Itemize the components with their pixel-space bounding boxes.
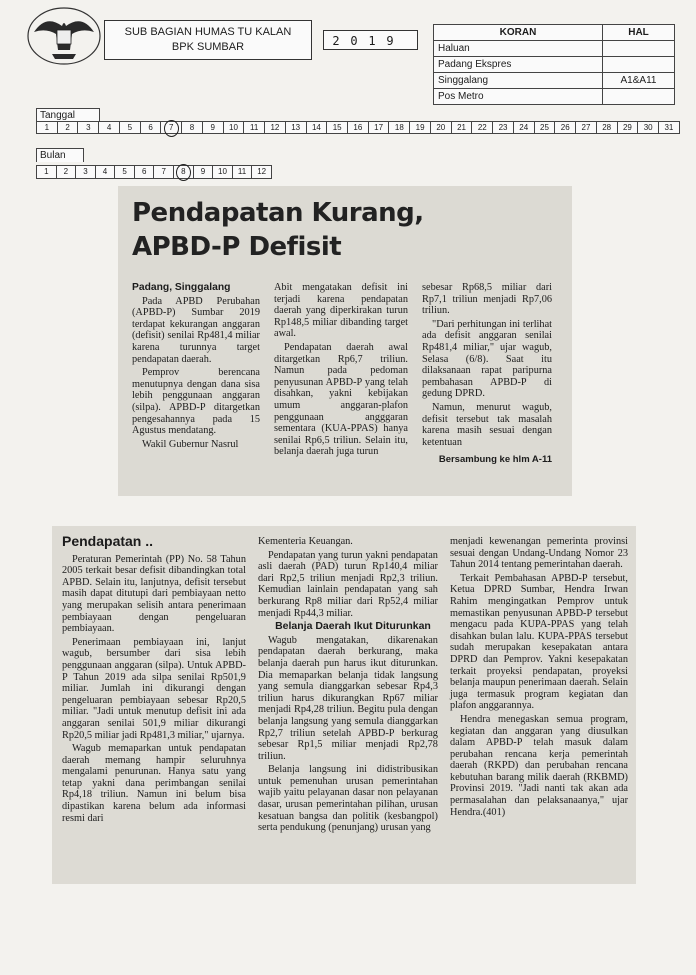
newspaper-page [603,41,675,57]
tanggal-cell: 14 [307,122,328,133]
paragraph: menjadi kewenangan pemerinta provinsi sesuai dengan Undang-Undang Nomor 23 Tahun 2014 tentang pemerintahan daerah. [449,536,628,571]
bulan-cell: 4 [96,166,116,178]
tanggal-label: Tanggal [36,108,100,122]
continued-note: Bersambung ke hlm A-11 [438,454,552,466]
paragraph: Pendapatan daerah awal ditargetkan Rp6,7 triliun. Namun pada pedoman penyusunan APBD-P yang telah disahkan, yakni kebijakan umum anggaran-plafon penggunaan angggaran sementara (KUA-PPAS) hanya senilai Rp6,5 triliun. Selain itu, belanja daerah juga turun [274,341,408,458]
year-digit: 2 [332,34,342,48]
article-1-column-2 [274,282,408,468]
bulan-cell: 6 [135,166,155,178]
newspaper-table [433,24,675,105]
tanggal-cell: 12 [265,122,286,133]
paragraph: Penerimaan pembiayaan ini, lanjut wagub, bersumber dari sisa lebih penggunaan anggaran (silpa). Untuk APBD-P Tahun 2019 ada silpa senilai Rp501,9 miliar. Jumlah ini dikurangi dengan pengeluaran pembiayaan sebesar Rp20,5 miliar. "Jadi untuk menutup defisit ini ada anggaran senilai 501,9 miliar dikurangi Rp20,5 miliar jadi Rp481,3 miliar," ujarnya. [62,636,246,741]
tanggal-cell: 2 [58,122,79,133]
koran-header: KORAN [434,25,603,41]
paragraph: Pemprov berencana menutupnya dengan dana sisa lebih penggunaan anggaran (silpa). APBD-P ditargetkan pengesahannya pada 15 Agustus mendatang. [132,367,260,437]
tanggal-cell: 3 [78,122,99,133]
newspaper-name: Haluan [434,41,603,57]
tanggal-cell: 27 [576,122,597,133]
agency-box [104,20,312,60]
article-2-clipping [52,526,636,884]
tanggal-cell: 24 [514,122,535,133]
article-2-title: Pendapatan .. [62,533,154,549]
headline-line-1: Pendapatan Kurang, [132,198,424,228]
table-row [434,57,675,73]
table-row [434,73,675,89]
paragraph: Wagub mengatakan, dikarenakan pendapatan daerah berkurang, maka belanja daerah pun harus ikut diturunkan. Dia memaparkan belanja tidak langsung yang semula dianggarkan sebesar Rp4,3 triliun harus dikurangkan Rp67 miliar menjadi Rp4,28 triliun. Begitu pula dengan belanja langsung yang semula dianggarkan Rp2,7 triliun setelah APBD-P berkurag sebesar Rp1,5 miliar menjadi Rp2,78 triliun. [257,634,438,762]
tanggal-cell: 5 [120,122,141,133]
bulan-strip [36,165,272,179]
tanggal-cell: 6 [141,122,162,133]
paragraph: Belanja langsung ini didistribusikan untuk pemenuhan urusan pemerintahan wajib yaitu pelayanan dasar non pelayanan dasar, urusan pemerintahan pilihan, urusan kesatuan bangsa dan politik (kesbangpol) serta pendukung (penunjang) urusan yang [257,764,438,834]
bulan-cell: 5 [115,166,135,178]
garuda-logo [26,6,102,66]
bulan-label: Bulan [36,148,84,162]
paragraph: Peraturan Pemerintah (PP) No. 58 Tahun 2005 terkait besar defisit dibandingkan total APBD. Selain itu, lanjutnya, defisit tersebut masih dapat ditutupi dari pembiayaan netto yang merupakan selisih antara penerimaan pembiayaan dengan pengeluaran pembiayaan. [62,553,246,635]
tanggal-cell: 13 [286,122,307,133]
tanggal-cell: 20 [431,122,452,133]
tanggal-cell: 9 [203,122,224,133]
tanggal-cell: 10 [224,122,245,133]
tanggal-cell: 8 [182,122,203,133]
bulan-cell: 3 [76,166,96,178]
tanggal-cell: 31 [664,123,674,132]
paragraph: Abit mengatakan defisit ini terjadi karena pendapatan daerah yang diperkirakan turun Rp148,5 miliar dibanding target awal. [274,282,408,340]
newspaper-page [603,57,675,73]
tanggal-cell: 17 [369,122,390,133]
newspaper-name: Singgalang [434,73,603,89]
tanggal-cell: 22 [472,122,493,133]
paragraph: Kementeria Keuangan. [257,536,353,547]
tanggal-cell: 25 [535,122,556,133]
paragraph: Wakil Gubernur Nasrul [142,438,239,450]
tanggal-cell: 15 [327,122,348,133]
bulan-cell: 10 [213,166,233,178]
newspaper-name: Padang Ekspres [434,57,603,73]
tanggal-cell: 26 [555,122,576,133]
headline-line-2: APBD-P Defisit [132,232,342,262]
year-box [323,30,418,50]
tanggal-cell: 30 [638,122,659,133]
tanggal-cell: 19 [410,122,431,133]
agency-line-1: SUB BAGIAN HUMAS TU KALAN [124,26,292,38]
newspaper-page: A1&A11 [603,73,675,89]
selected-bulan-cell: 8 [174,166,194,178]
paragraph: Namun, menurut wagub, defisit tersebut tak masalah karena masih sesuai dengan ketentuan [422,401,552,448]
article-2-column-2 [258,536,438,836]
bulan-cell: 12 [257,167,267,176]
tanggal-cell: 4 [99,122,120,133]
bulan-cell: 1 [37,166,57,178]
tanggal-cell: 18 [389,122,410,133]
bulan-cell: 7 [154,166,174,178]
tanggal-cell: 11 [244,122,265,133]
tanggal-cell: 29 [618,122,639,133]
tanggal-cell: 1 [37,122,58,133]
year-digit: 0 [350,34,360,48]
paragraph: Pendapatan yang turun yakni pendapatan asli daerah (PAD) turun Rp140,4 miliar dari Rp2,5 triliun menjadi Rp2,3 triliun. Kemudian lainlain pendapatan yang sah berkurang Rp8 miliar dari Rp52,4 miliar menjadi Rp44,3 miliar. [257,549,438,619]
paragraph: Pada APBD Perubahan (APBD-P) Sumbar 2019 terdapat kekurangan anggaran (defisit) senilai Rp481,4 miliar karena turunnya target pendapatan daerah. [132,295,260,365]
article-1-column-3 [422,282,552,468]
table-row [434,89,675,105]
paragraph: Wagub memaparkan untuk pendapatan daerah memang hampir seluruhnya mengalami penurunan. Hanya satu yang tetap yakni dana perimbangan senilai Rp4,18 triliun. Namun ini belum bisa dipastikan karena belum ada informasi resmi dari [62,743,246,824]
newspaper-page [603,89,675,105]
hal-header: HAL [603,25,675,41]
article-1-clipping [118,186,572,496]
paragraph: "Dari perhitungan ini terlihat ada defisit anggaran senilai Rp481,4 miliar," ujar wagub, Selasa (6/8). Saat itu dilaksanaan rapat paripurna pembahasan APBD-P di gedung DPRD. [422,318,552,400]
tanggal-cell: 23 [493,122,514,133]
dateline: Padang, Singgalang [132,282,231,293]
year-digit: 1 [368,34,378,48]
table-row [434,41,675,57]
article-2-column-3 [450,536,628,836]
bulan-cell: 2 [57,166,77,178]
tanggal-cell: 16 [348,122,369,133]
bulan-cell: 9 [194,166,214,178]
tanggal-cell: 21 [452,122,473,133]
newspaper-name: Pos Metro [434,89,603,105]
subheading: Belanja Daerah Ikut Diturunkan [275,620,431,633]
paragraph: Hendra menegaskan semua program, kegiatan dan anggaran yang diusulkan dalam APBD-P telah masuk dalam perubahan rencana kerja pemerintah daerah (RKPD) dan perubahan rencana kebutuhan barang milik daerah (RKBMD) Provinsi 2019. "Jadi nanti tak akan ada permasalahan dan pelaksanaanya," ujar Hendra.(401) [449,713,628,818]
selected-tanggal-cell: 7 [161,122,182,133]
year-digit: 9 [386,34,396,48]
paragraph: Terkait Pembahasan APBD-P tersebut, Ketua DPRD Sumbar, Hendra Irwan Rahim mengingatkan Pemprov untuk memastikan penyusunan APBD-P tersebut mengacu pada KUPA-PPAS yang telah disahkan bulan lalu. KUPA-PPAS tersebut sudah merupakan kesepakatan antara DPRD dan Pemprov. Yakni kesepakatan terkait proyeksi pendapatan, proyeksi belanja maupun penerimaan daerah. Selain juga termasuk program kegiatan dan plafon anggarannya. [449,572,628,712]
tanggal-strip [36,121,680,134]
tanggal-cell: 28 [597,122,618,133]
bulan-cell: 11 [233,166,253,178]
article-2-column-1 [62,533,246,836]
agency-line-2: BPK SUMBAR [171,41,245,53]
article-1-column-1 [132,282,260,468]
paragraph: sebesar Rp68,5 miliar dari Rp7,1 triliun menjadi Rp7,06 triliun. [422,282,552,317]
